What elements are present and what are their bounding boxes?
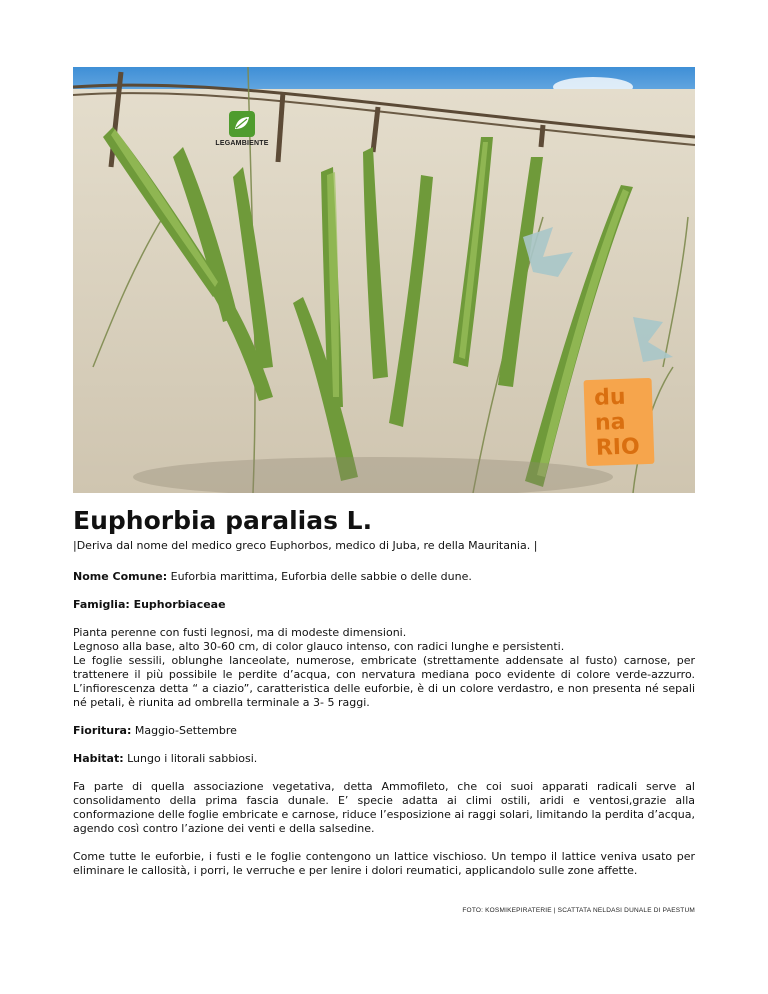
description-line: Pianta perenne con fusti legnosi, ma di modeste dimensioni.: [73, 626, 407, 639]
habitat-label: Habitat:: [73, 752, 124, 765]
flowering-value: Maggio-Settembre: [131, 724, 237, 737]
name-derivation: |Deriva dal nome del medico greco Euphorbos, medico di Juba, re della Mauritania. |: [73, 539, 538, 552]
common-name-label: Nome Comune:: [73, 570, 168, 583]
legambiente-leaf-icon: [229, 111, 255, 137]
legambiente-logo-text: LEGAMBIENTE: [215, 140, 269, 147]
description: [73, 626, 695, 710]
ammofileto-paragraph: Fa parte di quella associazione vegetativa, detta Ammofileto, che coi suoi apparati radicali serve al consolidamento della prima fascia dunale. E’ specie adatta ai climi ostili, aridi e ventosi,grazie alla conformazione delle foglie embricate e carnose, riduce l’esposizione ai raggi solari, limitando la perdita d’acqua, agendo così contro l’azione dei venti e della salsedine.: [73, 780, 695, 835]
family: Famiglia: Euphorbiaceae: [73, 598, 226, 611]
flowering: [73, 724, 695, 738]
species-title: Euphorbia paralias L.: [73, 506, 373, 535]
legambiente-logo: [207, 111, 277, 147]
common-name: [73, 570, 695, 584]
description-line: Legnoso alla base, alto 30-60 cm, di color glauco intenso, con radici lunghe e persistenti.: [73, 640, 565, 653]
species-sheet: [73, 505, 695, 878]
habitat: [73, 752, 695, 766]
dunario-line: du: [593, 384, 626, 411]
description-text: Le foglie sessili, oblunghe lanceolate, numerose, embricate (strettamente addensate al fusto) carnose, per trattenere il più possibile le perdite d’acqua, con nervatura mediana poco evidente di colore verde-azzurro. L’infiorescenza detta “ a ciazio”, caratteristica delle euforbie, è di un colore verdastro, e non presenta né sepali né petali, è riunita ad ombrella terminale a 3- 5 raggi.: [73, 654, 695, 709]
dunario-logo: [584, 378, 655, 466]
photo-credit: FOTO: KOSMIKEPIRATERIE | SCATTATA NELDASI DUNALE DI PAESTUM: [462, 907, 695, 914]
flowering-label: Fioritura:: [73, 724, 132, 737]
euphorbia-photo: [73, 67, 695, 493]
latex-paragraph: Come tutte le euforbie, i fusti e le foglie contengono un lattice vischioso. Un tempo il lattice veniva usato per eliminare le callosità, i porri, le verruche e per lenire i dolori reumatici, applicandolo sulle zone affette.: [73, 850, 695, 877]
dunario-line: na: [594, 409, 626, 436]
dunario-line: RIO: [595, 434, 641, 461]
habitat-value: Lungo i litorali sabbiosi.: [123, 752, 258, 765]
common-name-value: Euforbia marittima, Euforbia delle sabbie o delle dune.: [167, 570, 472, 583]
